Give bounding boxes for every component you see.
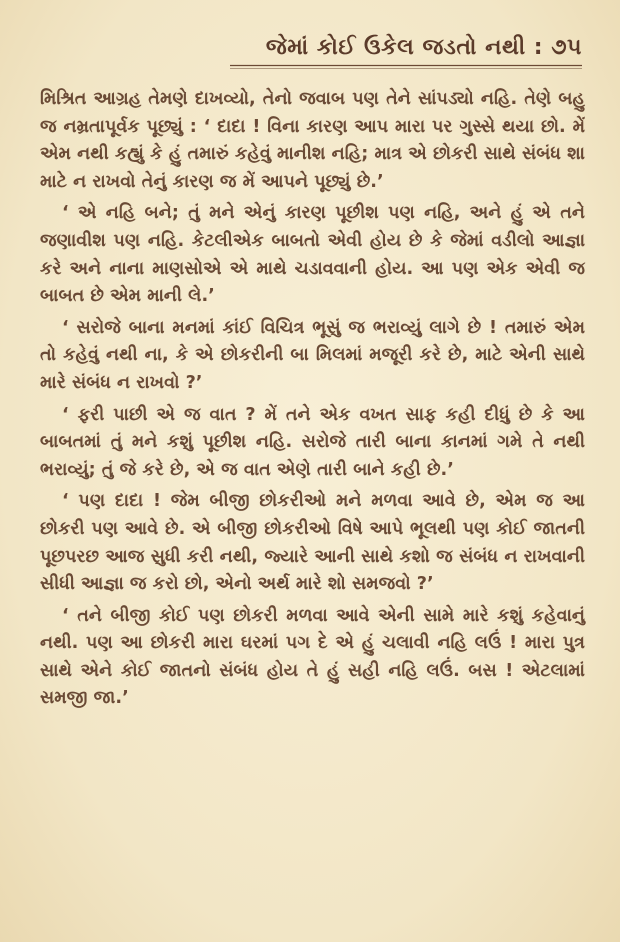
paragraph-6: ‘ તને બીજી કોઈ પણ છોકરી મળવા આવે એની સામે મારે કશું કહેવાનું નથી. પણ આ છોકરી મારા ઘરમાં પગ દે એ હું ચલાવી નહિ લઉં ! મારા પુત્ર સાથે એને કોઈ જાતનો સંબંધ હોય તે હું સહી નહિ લઉં. બસ ! એટલામાં સમજી જા.’ — [40, 605, 585, 709]
header-rule — [230, 64, 582, 70]
paragraph-1: મિશ્રિત આગ્રહ તેમણે દાખવ્યો, તેનો જવાબ પણ તેને સાંપડ્યો નહિ. તેણે બહુ જ નમ્રતાપૂર્વક પૂછ્યું : ‘ દાદા ! વિના કારણ આપ મારા પર ગુસ્સે થયા છો. મેં એમ નથી કહ્યું કે હું તમારું કહેવું માનીશ નહિ; માત્ર એ છોકરી સાથે સંબંધ શા માટે ન રાખવો તેનું કારણ જ મેં આપને પૂછ્યું છે.’ — [40, 89, 585, 192]
running-header: જેમાં કોઈ ઉકેલ જડતો નથી : ૭૫ — [265, 35, 582, 60]
paragraph-3: ‘ સરોજે બાના મનમાં કાંઈ વિચિત્ર ભૂસું જ ભરાવ્યું લાગે છે ! તમારું એમ તો કહેવું નથી ના, કે એ છોકરીની બા મિલમાં મજૂરી કરે છે, માટે એની સાથે મારે સંબંધ ન રાખવો ?’ — [40, 317, 585, 393]
paragraph-4: ‘ ફરી પાછી એ જ વાત ? મેં તને એક વખત સાફ કહી દીધું છે કે આ બાબતમાં તું મને કશું પૂછીશ નહિ. સરોજે તારી બાના કાનમાં ગમે તે નથી ભરાવ્યું; તું જે કરે છે, એ જ વાત એણે તારી બાને કહી છે.’ — [40, 404, 585, 480]
paragraph-2: ‘ એ નહિ બને; તું મને એનું કારણ પૂછીશ પણ નહિ, અને હું એ તને જણાવીશ પણ નહિ. કેટલીએક બાબતો એવી હોય છે કે જેમાં વડીલો આજ્ઞા કરે અને નાના માણસોએ એ માથે ચડાવવાની હોય. આ પણ એક એવી જ બાબત છે એમ માની લે.’ — [40, 203, 585, 307]
paragraph-5: ‘ પણ દાદા ! જેમ બીજી છોકરીઓ મને મળવા આવે છે, એમ જ આ છોકરી પણ આવે છે. એ બીજી છોકરીઓ વિષે આપે ભૂલથી પણ કોઈ જાતની પૂછપરછ આજ સુધી કરી નથી, જ્યારે આની સાથે કશો જ સંબંધ ન રાખવાની સીધી આજ્ઞા જ કરો છો, એનો અર્થ મારે શો સમજવો ?’ — [40, 491, 585, 595]
body-text — [40, 86, 585, 717]
